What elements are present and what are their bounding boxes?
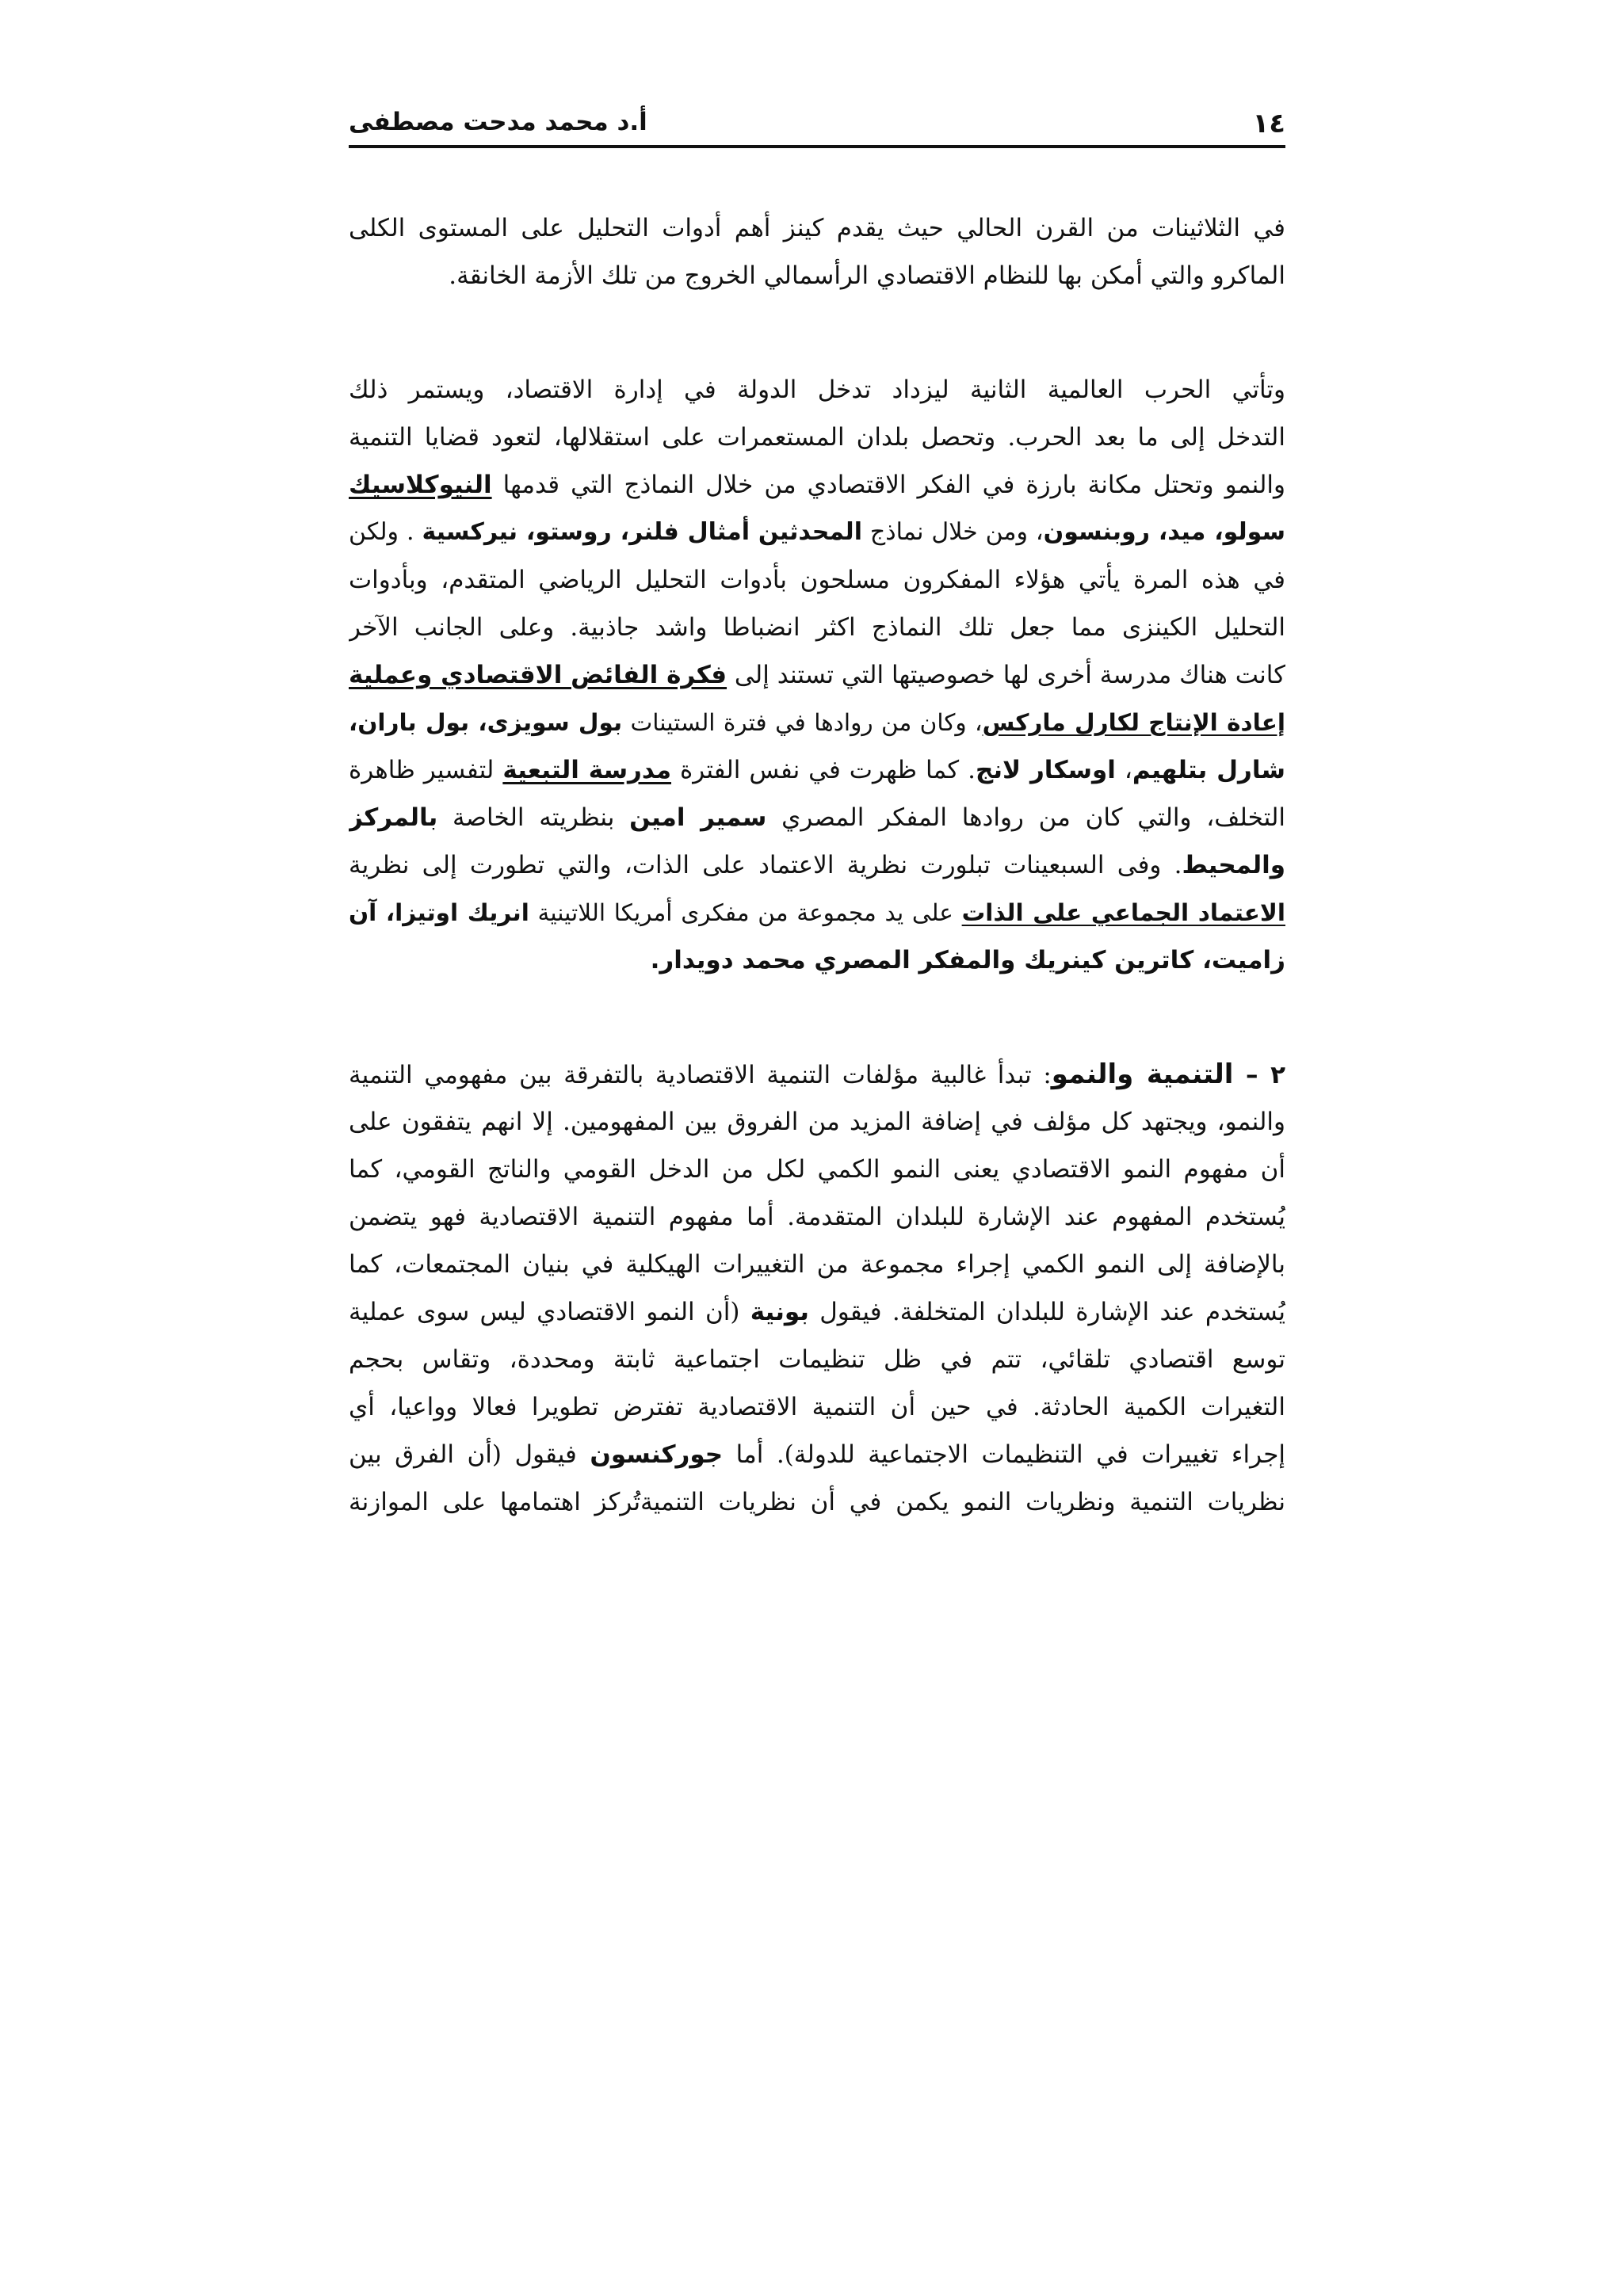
paragraph-2	[349, 366, 1285, 984]
text-line: في هذه المرة يأتي هؤلاء المفكرون مسلحون بأدوات التحليل الرياضي المتقدم، وبأدوات	[349, 566, 1285, 594]
term-neoclassical: النيوكلاسيك	[349, 471, 492, 499]
text-line: بالإضافة إلى النمو الكمي إجراء مجموعة من التغييرات الهيكلية في بنيان المجتمعات، كما	[349, 1250, 1285, 1279]
author-running-head: أ.د محمد مدحت مصطفى	[349, 108, 647, 136]
text-line: في الثلاثينات من القرن الحالي حيث يقدم كينز أهم أدوات التحليل على المستوى الكلى	[349, 214, 1285, 242]
text-line: أن مفهوم النمو الاقتصادي يعنى النمو الكمي لكل من الدخل القومي والناتج القومي، كما	[349, 1155, 1285, 1184]
text-line: ٢ – التنمية والنمو: تبدأ غالبية مؤلفات التنمية الاقتصادية بالتفرقة بين مفهومي التنمية	[349, 1058, 1285, 1090]
section-heading: التنمية والنمو	[1051, 1058, 1234, 1090]
text-line: وتأتي الحرب العالمية الثانية ليزداد تدخل الدولة في إدارة الاقتصاد، ويستمر ذلك	[349, 376, 1285, 404]
text-line: التدخل إلى ما بعد الحرب. وتحصل بلدان المستعمرات على استقلالها، لتعود قضايا التنمية	[349, 423, 1285, 452]
page-number: ١٤	[1252, 108, 1285, 139]
text-line: التخلف، والتي كان من روادها المفكر المصري سمير امين بنظريته الخاصة بالمركز	[349, 803, 1285, 832]
paragraph-3	[349, 1051, 1285, 1526]
page-header	[349, 101, 1285, 149]
paragraph-1	[349, 204, 1285, 299]
text-line: الماكرو والتي أمكن بها للنظام الاقتصادي الرأسمالي الخروج من تلك الأزمة الخانقة.	[449, 261, 1285, 290]
body-text	[349, 204, 1285, 1526]
text-line: والمحيط. وفى السبعينات تبلورت نظرية الاعتماد على الذات، والتي تطورت إلى نظرية	[349, 851, 1285, 879]
text-line: الاعتماد الجماعي على الذات على يد مجموعة من مفكرى أمريكا اللاتينية انريك اوتيزا، آن	[349, 899, 1285, 926]
text-line: سولو، ميد، روبنسون، ومن خلال نماذج المحدثين أمثال فلنر، روستو، نيركسية . ولكن	[349, 518, 1285, 546]
text-line: والنمو، ويجتهد كل مؤلف في إضافة المزيد من الفروق بين المفهومين. إلا انهم يتفقون على	[349, 1108, 1285, 1136]
text-line: يُستخدم عند الإشارة للبلدان المتخلفة. فيقول بونية (أن النمو الاقتصادي ليس سوى عملية	[349, 1298, 1285, 1326]
header-rule	[349, 145, 1285, 148]
text-line: كانت هناك مدرسة أخرى لها خصوصيتها التي تستند إلى فكرة الفائض الاقتصادي وعملية	[349, 661, 1285, 689]
text-line: زاميت، كاترين كينريك والمفكر المصري محمد دويدار.	[650, 946, 1285, 974]
text-line: التغيرات الكمية الحادثة. في حين أن التنمية الاقتصادية تفترض تطويرا فعالا وواعيا، أي	[349, 1393, 1285, 1421]
text-line: يُستخدم المفهوم عند الإشارة للبلدان المتقدمة. أما مفهوم التنمية الاقتصادية فهو يتضمن	[349, 1203, 1285, 1231]
text-line: والنمو وتحتل مكانة بارزة في الفكر الاقتصادي من خلال النماذج التي قدمها النيوكلاسيك	[349, 471, 1285, 499]
text-line: إعادة الإنتاج لكارل ماركس، وكان من روادها في فترة الستينات بول سويزى، بول باران،	[349, 709, 1285, 736]
text-line: توسع اقتصادي تلقائي، تتم في ظل تنظيمات اجتماعية ثابتة ومحددة، وتقاس بحجم	[349, 1345, 1285, 1374]
text-line: شارل بتلهيم، اوسكار لانج. كما ظهرت في نفس الفترة مدرسة التبعية لتفسير ظاهرة	[349, 756, 1285, 784]
text-line: نظريات التنمية ونظريات النمو يكمن في أن نظريات التنميةتُركز اهتمامها على الموازنة	[349, 1488, 1285, 1516]
text-line: التحليل الكينزى مما جعل تلك النماذج اكثر انضباطا واشد جاذبية. وعلى الجانب الآخر	[349, 613, 1285, 642]
paragraph-gap	[349, 984, 1285, 1051]
paragraph-gap	[349, 299, 1285, 366]
text-line: إجراء تغييرات في التنظيمات الاجتماعية للدولة). أما جوركنسون فيقول (أن الفرق بين	[349, 1440, 1285, 1469]
